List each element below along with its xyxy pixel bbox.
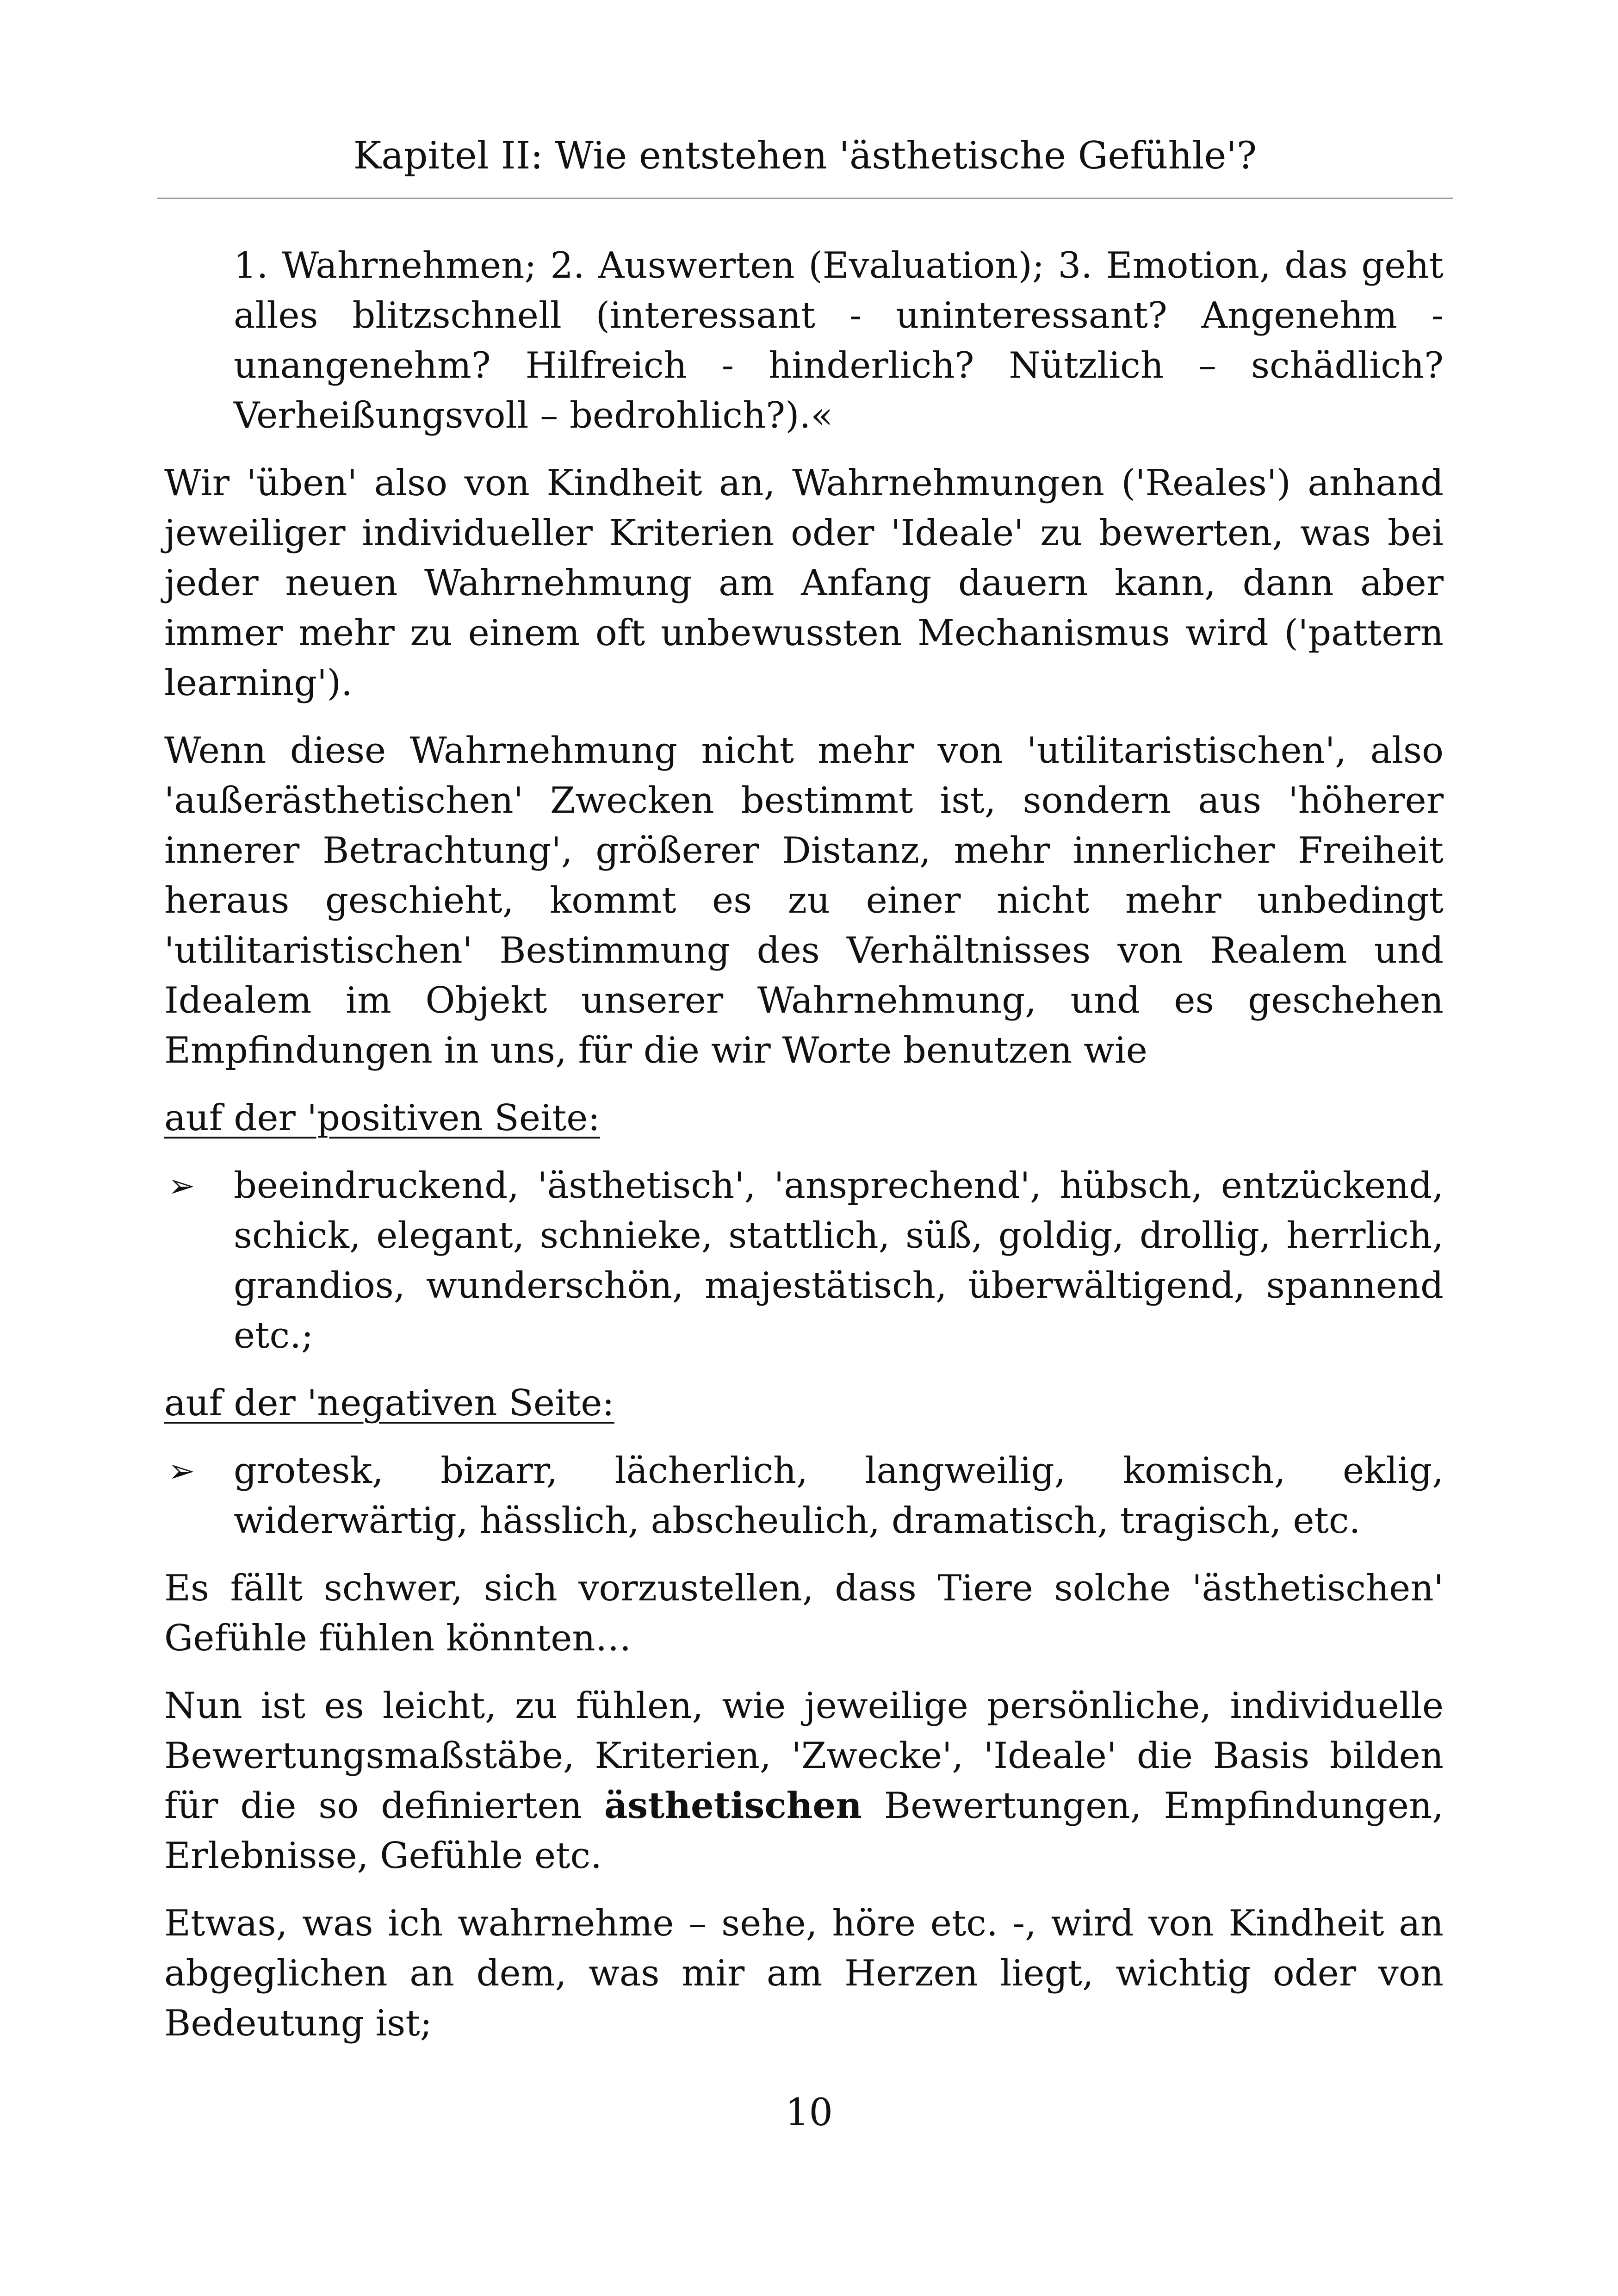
page-number: 10 bbox=[785, 2091, 833, 2134]
paragraph: Etwas, was ich wahrnehme – sehe, höre etc. -, wird von Kindheit an abgeglichen an dem, was mir am Herzen liegt, wichtig oder von Bedeutung ist; bbox=[164, 1903, 1444, 2044]
paragraph: Wenn diese Wahrnehmung nicht mehr von 'utilitaristischen', also 'außerästhetischen' Zwecken bestimmt ist, sondern aus 'höherer innerer Betrachtung', größerer Distanz, mehr innerlicher Freiheit heraus geschieht, kommt es zu einer nicht mehr unbedingt 'utilitaristischen' Bestimmung des Verhältnisses von Realem und Idealem im Objekt unserer Wahrnehmung, und es geschehen Empfindungen in uns, für die wir Worte benutzen wie bbox=[164, 730, 1444, 1071]
paragraph: Wir 'üben' also von Kindheit an, Wahrnehmungen ('Reales') anhand jeweiliger individueller Kriterien oder 'Ideale' zu bewerten, was bei jeder neuen Wahrnehmung am Anfang dauern kann, dann aber immer mehr zu einem oft unbewussten Mechanismus wird ('pattern learning'). bbox=[164, 462, 1444, 704]
arrow-bullet-icon: ➢ bbox=[168, 1452, 195, 1490]
negative-side-heading: auf der 'negativen Seite: bbox=[164, 1382, 614, 1424]
paragraph-text: Nun ist es leicht, zu fühlen, wie jeweilige persönliche, individuelle Bewertungsmaßstäbe, Kriterien, 'Zwecke', 'Ideale' die Basis bilden für die so definierten bbox=[164, 1685, 1444, 1827]
arrow-bullet-icon: ➢ bbox=[168, 1167, 195, 1205]
paragraph bbox=[164, 1681, 1444, 1881]
paragraph: Es fällt schwer, sich vorzustellen, dass Tiere solche 'ästhetischen' Gefühle fühlen könnten… bbox=[164, 1568, 1444, 1659]
list-item-text: beeindruckend, 'ästhetisch', 'ansprechend', hübsch, entzückend, schick, elegant, schnieke, stattlich, süß, goldig, drollig, herrlich, grandios, wunderschön, majestätisch, überwältigend, spannend etc.; bbox=[234, 1165, 1444, 1356]
page-body bbox=[164, 241, 1444, 2066]
list-item-text: grotesk, bizarr, lächerlich, langweilig, komisch, eklig, widerwärtig, hässlich, abscheulich, dramatisch, tragisch, etc. bbox=[234, 1450, 1444, 1542]
quote-continuation: 1. Wahrnehmen; 2. Auswerten (Evaluation); 3. Emotion, das geht alles blitzschnell (interessant - uninteressant? Angenehm - unangenehm? Hilfreich - hinderlich? Nützlich – schädlich? Verheißungsvoll – bedrohlich?).« bbox=[234, 245, 1444, 436]
positive-side-heading: auf der 'positiven Seite: bbox=[164, 1097, 600, 1139]
header-divider bbox=[157, 198, 1453, 199]
emphasis-text: ästhetischen bbox=[604, 1785, 862, 1827]
paragraph-text: Bewertungen, Empfindungen, Erlebnisse, Gefühle etc. bbox=[164, 1785, 1444, 1877]
negative-list-item bbox=[164, 1446, 1444, 1546]
running-header: Kapitel II: Wie entstehen 'ästhetische Gefühle'? bbox=[353, 134, 1257, 178]
positive-list-item bbox=[164, 1161, 1444, 1361]
